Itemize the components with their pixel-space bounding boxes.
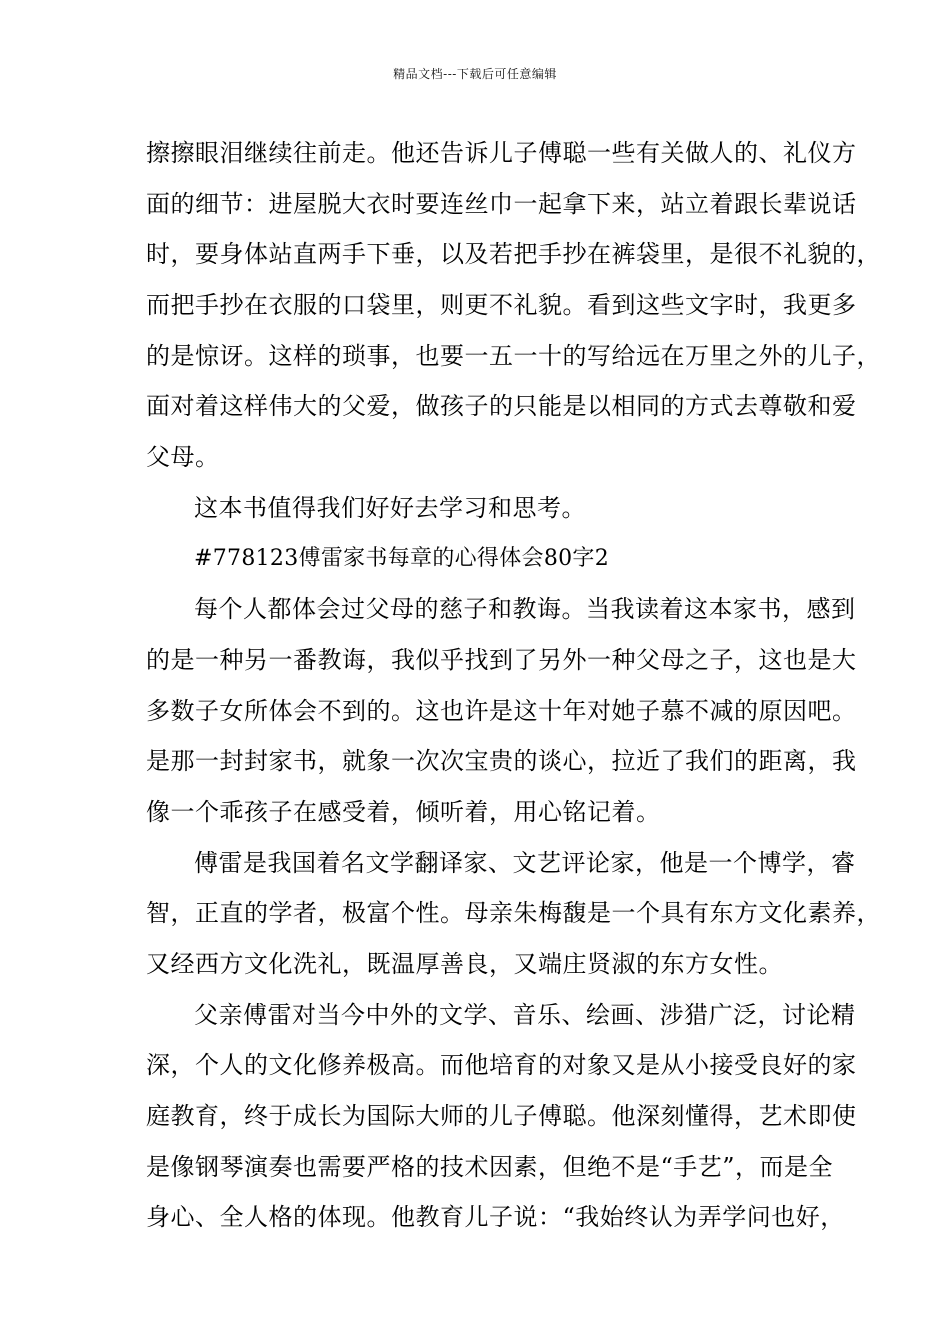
paragraph-5 [146,990,857,1243]
paragraph-line: 又经西方文化洗礼，既温厚善良，又端庄贤淑的东方女性。 [146,950,783,978]
paragraph-line: 是像钢琴演奏也需要严格的技术因素，但绝不是“手艺”，而是全 [146,1152,834,1181]
paragraph-line: 每个人都体会过父母的慈子和教诲。当我读着这本家书，感到 [194,595,856,624]
paragraph-line: 面的细节：进屋脱大衣时要连丝巾一起拿下来，站立着跟长辈说话 [146,189,857,218]
paragraph-line: 面对着这样伟大的父爱，做孩子的只能是以相同的方式去尊敬和爱 [146,392,857,421]
paragraph-line: 父母。 [146,443,220,472]
paragraph-2 [146,483,826,534]
paragraph-line: 多数子女所体会不到的。这也许是这十年对她子慕不减的原因吧。 [146,696,857,725]
paragraph-line: 这本书值得我们好好去学习和思考。 [194,493,586,522]
paragraph-line: 深，个人的文化修养极高。而他培育的对象又是从小接受良好的家 [146,1051,857,1080]
section-heading-text: #778123傅雷家书每章的心得体会80字2 [194,545,610,571]
paragraph-line: 而把手抄在衣服的口袋里，则更不礼貌。看到这些文字时，我更多 [146,291,857,320]
paragraph-1 [146,128,881,483]
paragraph-3 [146,584,857,837]
page-header: 精品文档---下载后可任意编辑 [393,67,557,81]
document-body [146,128,881,1243]
section-heading [146,534,826,585]
paragraph-line: 父亲傅雷对当今中外的文学、音乐、绘画、涉猎广泛，讨论精 [194,1000,856,1029]
paragraph-line: 是那一封封家书，就象一次次宝贵的谈心，拉近了我们的距离，我 [146,747,857,776]
paragraph-4 [146,838,881,990]
paragraph-line: 智，正直的学者，极富个性。母亲朱梅馥是一个具有东方文化素养， [146,899,881,928]
paragraph-line: 庭教育，终于成长为国际大师的儿子傅聪。他深刻懂得，艺术即使 [146,1102,857,1131]
paragraph-line: 身心、全人格的体现。他教育儿子说：“我始终认为弄学问也好， [146,1203,845,1232]
paragraph-line: 像一个乖孩子在感受着，倾听着，用心铭记着。 [146,797,661,826]
paragraph-line: 时，要身体站直两手下垂，以及若把手抄在裤袋里，是很不礼貌的， [146,240,881,269]
paragraph-line: 的是惊讶。这样的琐事，也要一五一十的写给远在万里之外的儿子， [146,341,881,370]
paragraph-line: 擦擦眼泪继续往前走。他还告诉儿子傅聪一些有关做人的、礼仪方 [146,139,857,167]
paragraph-line: 傅雷是我国着名文学翻译家、文艺评论家，他是一个博学，睿 [194,848,856,877]
paragraph-line: 的是一种另一番教诲，我似乎找到了另外一种父母之子，这也是大 [146,645,857,674]
